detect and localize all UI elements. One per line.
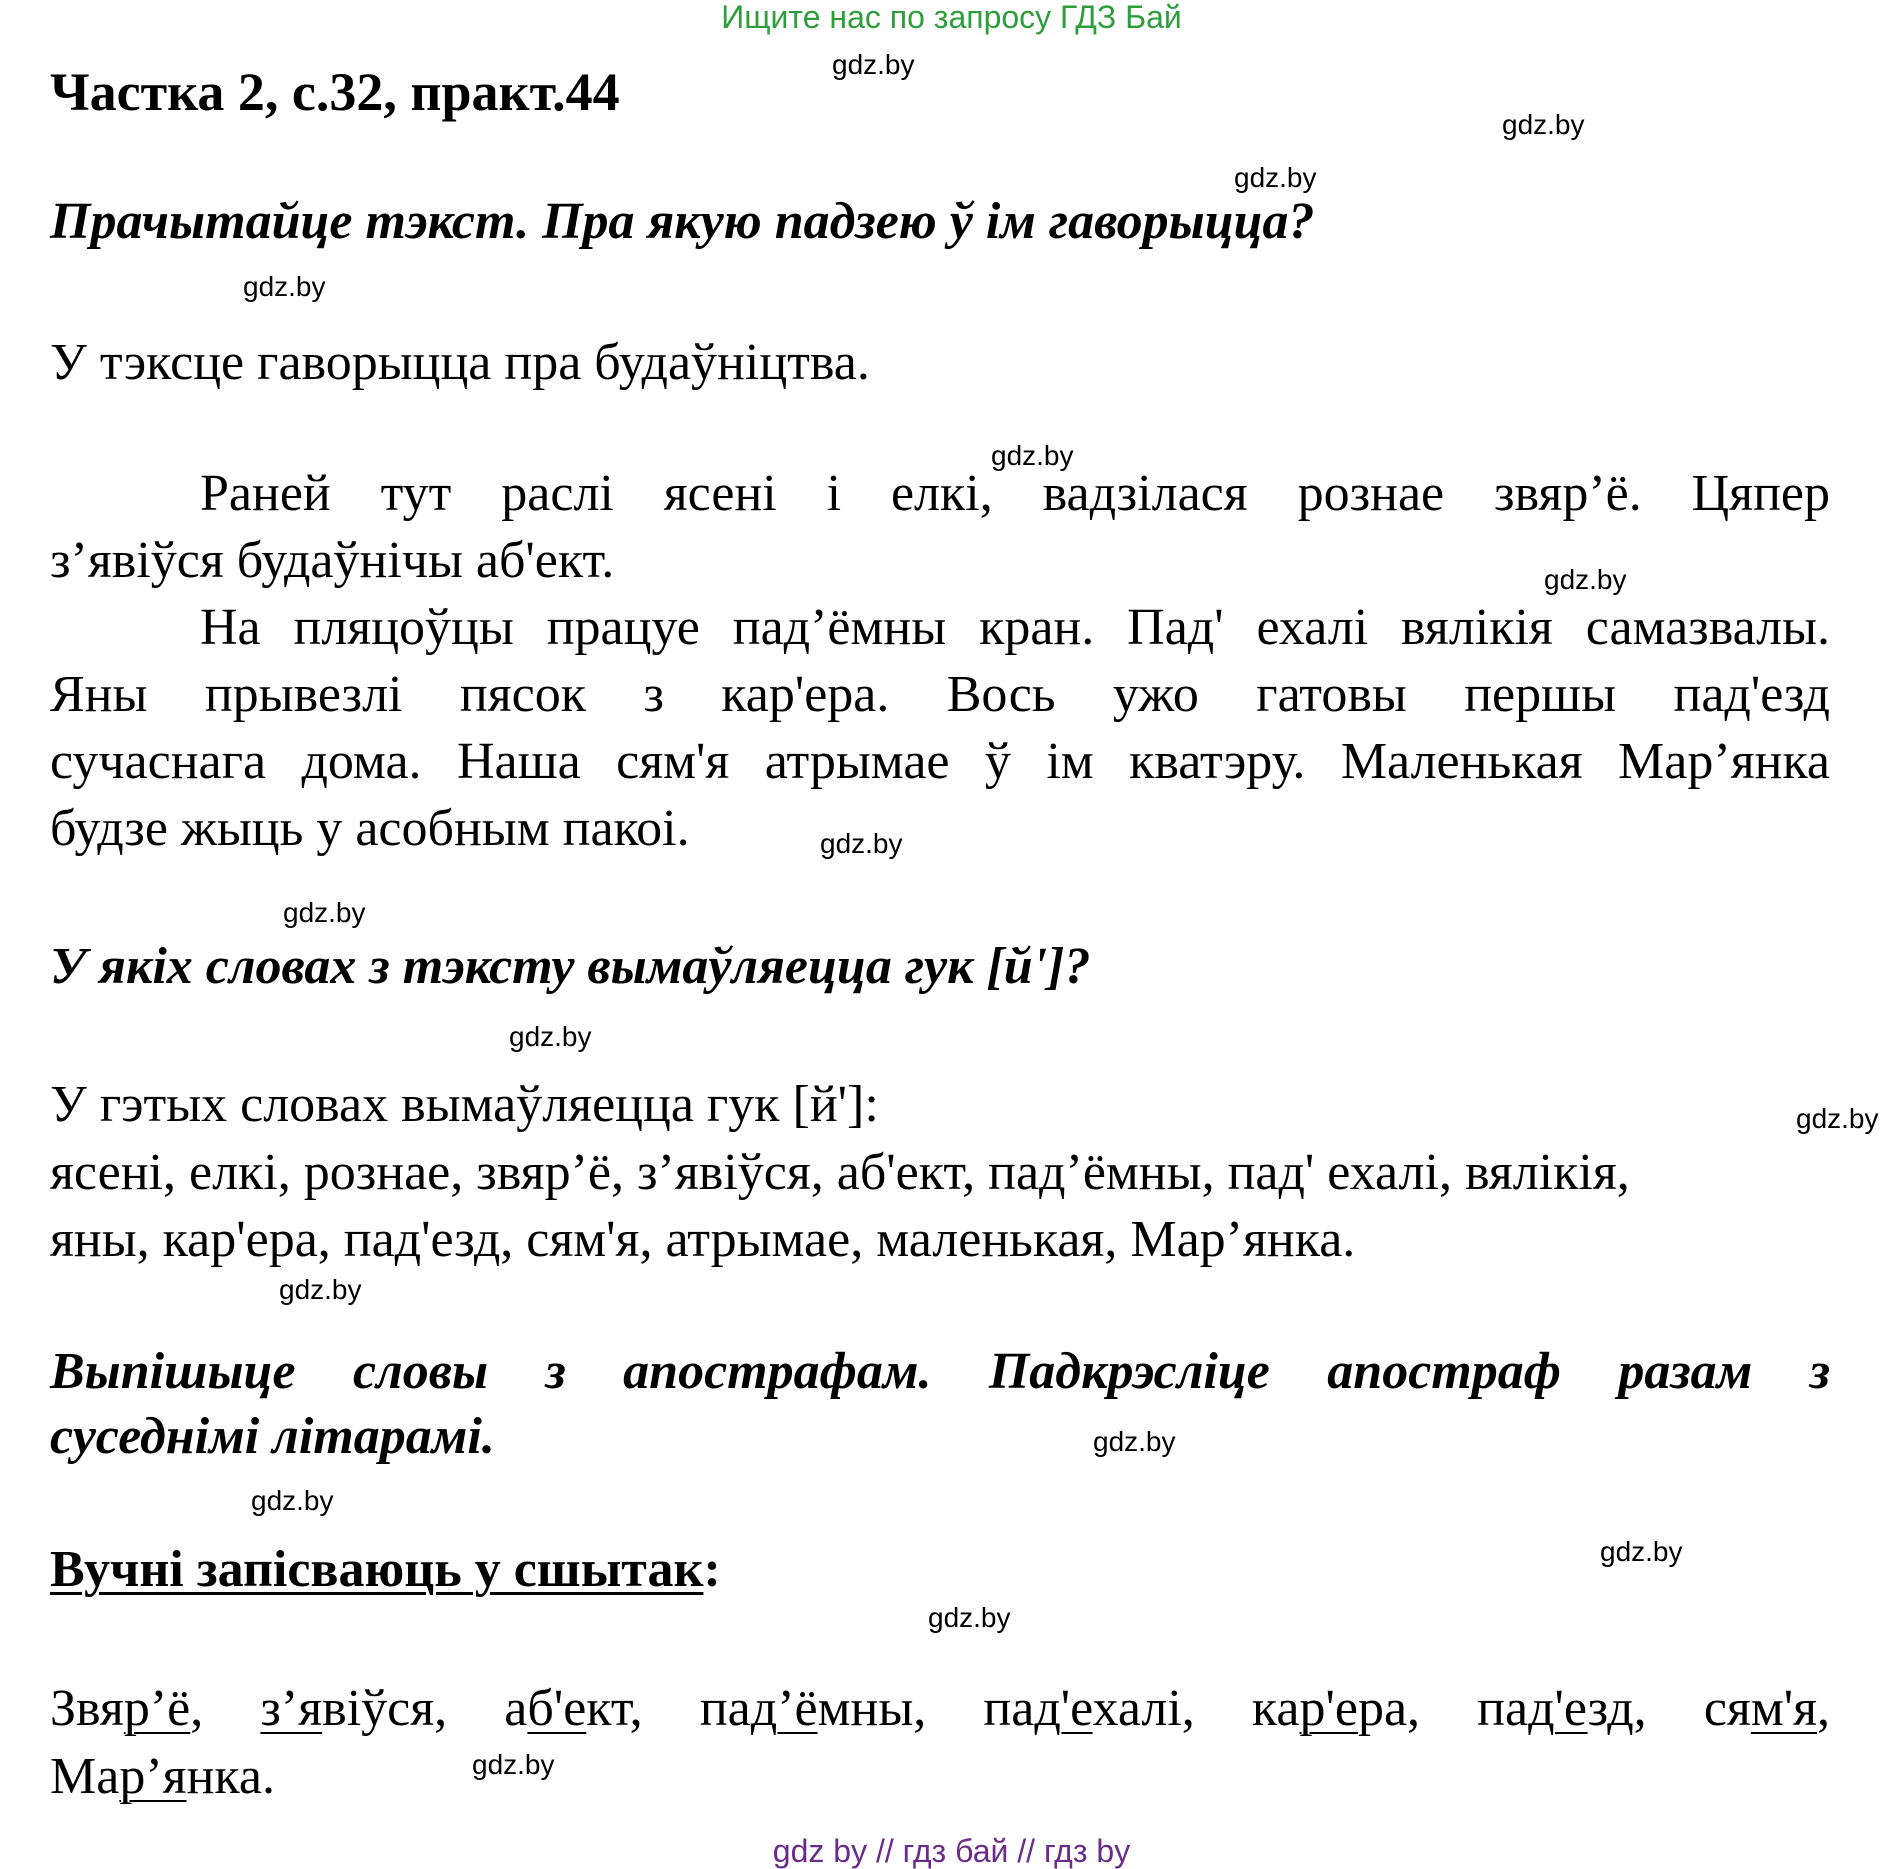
text-line-5: сучаснага дома. Наша сям'я атрымае ў ім кватэру. Маленькая Мар’янка — [50, 733, 1830, 790]
watermark: gdz.by — [283, 897, 366, 928]
watermark: gdz.by — [279, 1274, 362, 1305]
watermark: gdz.by — [1796, 1103, 1879, 1134]
watermark: gdz.by — [251, 1485, 334, 1516]
question-sound: У якіх словах з тэксту вымаўляецца гук [й']? — [50, 938, 1091, 995]
answer-sound-words-1: ясені, елкі, рознае, звяр’ё, з’явіўся, аб'ект, пад’ёмны, пад' ехалі, вялікія, — [50, 1144, 1630, 1201]
text-line-2: з’явіўся будаўнічы аб'ект. — [50, 532, 615, 589]
watermark: gdz.by — [1502, 109, 1585, 140]
text-line-1: Раней тут раслі ясені і елкі, вадзілася рознае звяр’ё. Цяпер — [200, 465, 1830, 522]
watermark: gdz.by — [1093, 1426, 1176, 1457]
watermark: gdz.by — [509, 1021, 592, 1052]
watermark: gdz.by — [1234, 162, 1317, 193]
text-line-6: будзе жыць у асобным пакоі. — [50, 800, 690, 857]
text-line-3: На пляцоўцы працуе пад’ёмны кран. Пад' ехалі вялікія самазвалы. — [200, 599, 1830, 656]
reading-text — [50, 460, 1830, 862]
answer-event: У тэксце гаворыцца пра будаўніцтва. — [50, 334, 870, 391]
answer-sound-words-2: яны, кар'ера, пад'езд, сям'я, атрымае, маленькая, Мар’янка. — [50, 1211, 1356, 1268]
watermark: gdz.by — [928, 1602, 1011, 1633]
watermark: gdz.by — [1600, 1536, 1683, 1567]
apostrophe-words-line-1: Звяр’ё, з’явіўся, аб'ект, пад’ёмны, пад'ехалі, кар'ера, пад'езд, сям'я, — [50, 1680, 1831, 1737]
answer-sound-intro: У гэтых словах вымаўляецца гук [й']: — [50, 1076, 879, 1133]
watermark: gdz.by — [1544, 564, 1627, 595]
apostrophe-words — [50, 1675, 1830, 1811]
question-read-text: Прачытайце тэкст. Пра якую падзею ў ім гаворыцца? — [50, 193, 1315, 250]
question-apostrophe-2: суседнімі літарамі. — [50, 1408, 495, 1465]
question-apostrophe-1: Выпішыце словы з апострафам. Падкрэсліце апостраф разам з — [50, 1343, 1830, 1400]
watermark: gdz.by — [991, 440, 1074, 471]
text-line-4: Яны прывезлі пясок з кар'ера. Вось ужо гатовы першы пад'езд — [50, 666, 1830, 723]
apostrophe-words-line-2: Мар’янка. — [50, 1748, 275, 1805]
watermark: gdz.by — [832, 49, 915, 80]
watermark: gdz.by — [472, 1749, 555, 1780]
page-title: Частка 2, с.32, практ.44 — [50, 62, 620, 122]
notebook-heading: Вучні запісваюць у сшытак: — [50, 1541, 721, 1598]
top-banner: Ищите нас по запросу ГДЗ Бай — [721, 0, 1182, 35]
footer-links: gdz by // гдз бай // гдз by — [772, 1833, 1131, 1869]
watermark: gdz.by — [820, 828, 903, 859]
watermark: gdz.by — [243, 271, 326, 302]
